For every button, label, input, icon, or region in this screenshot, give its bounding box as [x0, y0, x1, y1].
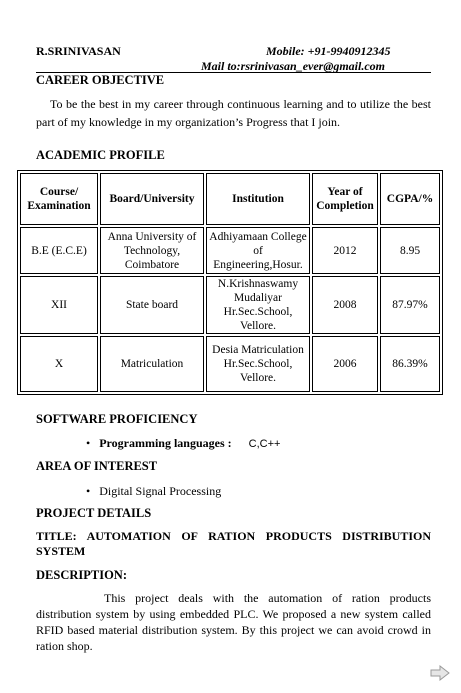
description-heading: DESCRIPTION:: [36, 568, 127, 582]
next-arrow-icon[interactable]: [430, 665, 450, 681]
area-of-interest-heading: AREA OF INTEREST: [36, 459, 158, 473]
table-cell: 86.39%: [380, 336, 440, 392]
project-title: TITLE: AUTOMATION OF RATION PRODUCTS DISTRIBUTION SYSTEM: [36, 529, 431, 558]
table-cell: 8.95: [380, 227, 440, 274]
table-cell: 2012: [312, 227, 378, 274]
project-details-heading: PROJECT DETAILS: [36, 506, 152, 520]
mobile-number: Mobile: +91-9940912345: [266, 44, 391, 58]
table-cell: 87.97%: [380, 276, 440, 334]
table-header-row: [20, 173, 440, 225]
column-header: Course/ Examination: [20, 173, 98, 225]
career-objective-heading: CAREER OBJECTIVE: [36, 73, 165, 87]
programming-languages-value: C,C++: [248, 438, 281, 450]
table-cell: Desia Matriculation Hr.Sec.School, Vellore.: [206, 336, 310, 392]
software-proficiency-heading: SOFTWARE PROFICIENCY: [36, 412, 198, 426]
column-header: CGPA/%: [380, 173, 440, 225]
column-header: Year of Completion: [312, 173, 378, 225]
programming-languages-label: Programming languages :: [99, 436, 232, 450]
table-cell: XII: [20, 276, 98, 334]
academic-table: [17, 170, 443, 395]
project-description: This project deals with the automation of ration products distribution system by using embedded PLC. We proposed a new system called RFID based material distribution system. By this project we can avoid crowd in ration shop.: [36, 591, 431, 653]
interest-bullet: [86, 484, 221, 499]
software-bullet: [86, 436, 280, 451]
career-objective-text: To be the best in my career through continuous learning and to utilize the best part of my knowledge in my organization’s Progress that I join.: [36, 97, 431, 129]
table-cell: State board: [100, 276, 204, 334]
table-cell: N.Krishnaswamy Mudaliyar Hr.Sec.School, Vellore.: [206, 276, 310, 334]
table-cell: Matriculation: [100, 336, 204, 392]
table-row: [20, 276, 440, 334]
table-cell: X: [20, 336, 98, 392]
candidate-name: R.SRINIVASAN: [36, 44, 121, 58]
table-row: [20, 227, 440, 274]
table-cell: 2006: [312, 336, 378, 392]
interest-item: Digital Signal Processing: [99, 484, 222, 498]
column-header: Institution: [206, 173, 310, 225]
table-cell: 2008: [312, 276, 378, 334]
bullet-icon: •: [86, 484, 91, 498]
table-cell: B.E (E.C.E): [20, 227, 98, 274]
academic-profile-heading: ACADEMIC PROFILE: [36, 148, 165, 162]
table-cell: Anna University of Technology, Coimbatore: [100, 227, 204, 274]
table-row: [20, 336, 440, 392]
bullet-icon: •: [86, 436, 91, 450]
column-header: Board/University: [100, 173, 204, 225]
table-cell: Adhiyamaan College of Engineering,Hosur.: [206, 227, 310, 274]
email-address: Mail to:rsrinivasan_ever@gmail.com: [201, 59, 385, 73]
